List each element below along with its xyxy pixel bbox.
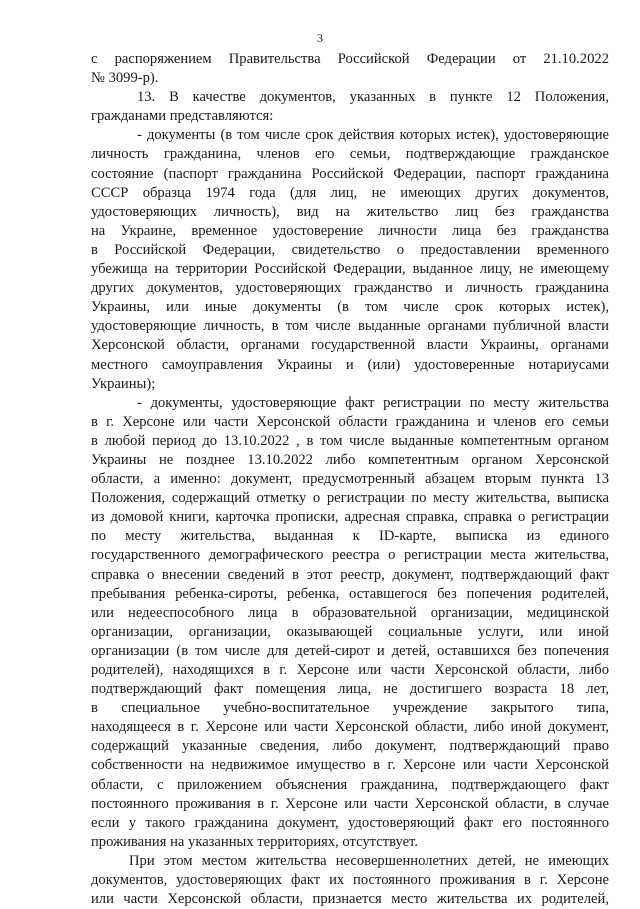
- text-line: постоянного проживания в г. Херсоне или части Херсонской области, в случае: [91, 795, 609, 812]
- text-line: области, а именно: документ, предусмотренный абзацем вторым пункта 13: [91, 471, 609, 488]
- text-line: убежища на территории Российской Федерации, выданное лицу, не имеющему: [91, 261, 609, 278]
- text-line: или части Херсонской области, признается место жительства их родителей,: [91, 891, 609, 908]
- text-line: собственности на недвижимое имущество в г. Херсоне или части Херсонской: [91, 757, 609, 774]
- text-line: с распоряжением Правительства Российской Федерации от 21.10.2022: [91, 51, 609, 67]
- text-line: находящееся в г. Херсоне или части Херсонской области, либо иной документ,: [91, 719, 609, 736]
- document-body: [91, 50, 609, 909]
- text-line: удостоверяющие личность, в том числе выданные органами публичной власти: [91, 318, 609, 335]
- text-line: удостоверяющих личность), вид на жительство лиц без гражданства: [91, 203, 609, 220]
- text-line: организации, организации, оказывающей социальные услуги, или иной: [91, 623, 609, 640]
- text-line: 13. В качестве документов, указанных в пункте 12 Положения,: [137, 89, 609, 106]
- text-line: справка о внесении сведений в этот реестр, документ, подтверждающий факт: [91, 566, 609, 583]
- text-line: документов, удостоверяющих факт их постоянного проживания в г. Херсоне: [91, 872, 609, 889]
- text-line: из домовой книги, карточка прописки, адресная справка, справка о регистрации: [91, 509, 609, 526]
- text-line: местного самоуправления Украины и (или) удостоверенные нотариусами: [91, 356, 609, 373]
- text-line: в специальное учебно-воспитательное учреждение закрытого типа,: [91, 700, 609, 717]
- text-line: проживания на указанных территориях, отсутствует.: [91, 833, 418, 850]
- text-line: Положения, содержащий отметку о регистрации по месту жительства, выписка: [91, 490, 609, 507]
- text-line: Украины, или иные документы (в том числе срок которых истек),: [91, 299, 609, 316]
- text-line: СССР образца 1974 года (для лиц, не имеющих других документов,: [91, 184, 609, 201]
- text-line: если у такого гражданина документ, удостоверяющий факт его постоянного: [91, 814, 609, 831]
- text-line: родителей), находящихся в г. Херсоне или части Херсонской области, либо: [91, 662, 609, 678]
- text-line: № 3099-р).: [91, 70, 159, 87]
- text-line: Украины не позднее 13.10.2022 либо компетентным органом Херсонской: [91, 451, 609, 468]
- text-line: подтверждающий факт помещения лица, не достигшего возраста 18 лет,: [91, 681, 609, 698]
- text-line: гражданами представляются:: [91, 108, 274, 125]
- text-line: организации (в том числе для детей-сирот и детей, оставшихся без попечения: [91, 642, 609, 659]
- text-line: - документы (в том числе срок действия которых истек), удостоверяющие: [137, 127, 609, 144]
- text-line: или недееспособного лица в образовательной организации, медицинской: [91, 604, 609, 621]
- text-line: области, с приложением объяснения гражданина, подтверждающего факт: [91, 776, 609, 793]
- text-line: Херсонской области, органами государственной власти Украины, органами: [91, 337, 609, 354]
- text-line: личность гражданина, членов его семьи, подтверждающие гражданское: [91, 146, 609, 163]
- text-line: в Российской Федерации, свидетельство о предоставлении временного: [91, 241, 609, 258]
- page-number: 3: [317, 31, 323, 45]
- text-line: на Украине, временное удостоверение личности лица без гражданства: [91, 222, 609, 239]
- text-line: содержащий указанные сведения, либо документ, подтверждающий право: [91, 738, 609, 755]
- text-line: Украины);: [91, 375, 156, 392]
- text-line: по месту жительства, выданная к ID-карте, выписка из единого: [91, 528, 609, 545]
- text-line: пребывания ребенка-сироты, ребенка, оставшегося без попечения родителей,: [91, 585, 609, 602]
- text-line: других документов, удостоверяющих гражданство и личность гражданина: [91, 280, 609, 297]
- text-line: в любой период до 13.10.2022 , в том числе выданные компетентным органом: [91, 432, 609, 449]
- text-line: государственного демографического реестра о регистрации места жительства,: [91, 547, 609, 564]
- text-line: состояние (паспорт гражданина Российской Федерации, паспорт гражданина: [91, 165, 609, 182]
- text-line: При этом местом жительства несовершеннолетних детей, не имеющих: [129, 852, 609, 869]
- text-line: в г. Херсоне или части Херсонской области гражданина и членов его семьи: [91, 413, 609, 430]
- text-line: - документы, удостоверяющие факт регистрации по месту жительства: [137, 394, 609, 411]
